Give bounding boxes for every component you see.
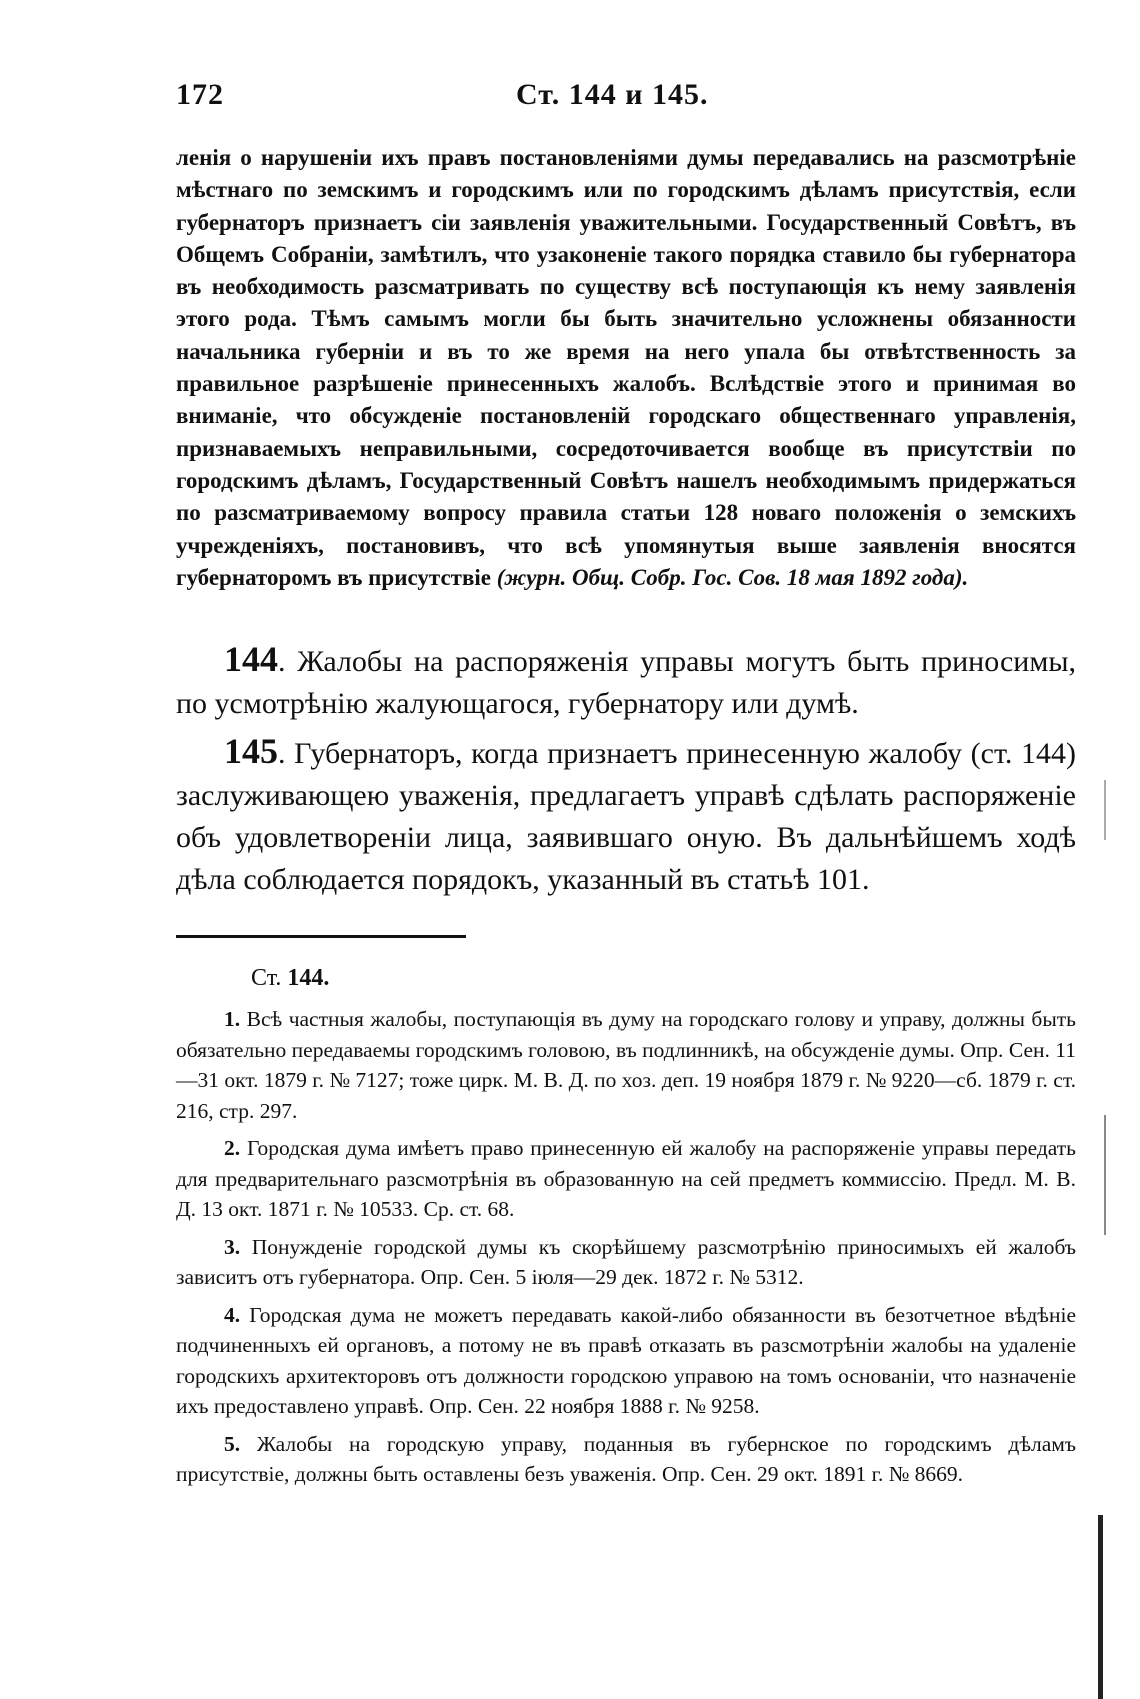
note-text: Городская дума не можетъ передавать какой-либо обязанности въ безотчетное вѣдѣніе подчиненныхъ ей органовъ, а потому не въ правѣ отказать въ разсмотрѣніи жалобы на удаленіе городскихъ архитекторовъ отъ должности городскою управою на томъ основаніи, что назначеніе ихъ предоставлено управѣ. Опр. Сен. 22 ноября 1888 г. № 9258. bbox=[176, 1302, 1076, 1418]
scan-edge-mark bbox=[1104, 1115, 1106, 1235]
note-item bbox=[176, 1133, 1076, 1225]
notes-heading-prefix: Ст. bbox=[251, 965, 282, 991]
page-number: 172 bbox=[176, 78, 224, 111]
scan-edge-mark bbox=[1104, 780, 1106, 840]
notes-list bbox=[176, 1004, 1076, 1497]
page-header bbox=[176, 78, 1076, 118]
intro-paragraph bbox=[176, 142, 1076, 594]
running-title: Ст. 144 и 145. bbox=[516, 78, 709, 111]
note-text: Всѣ частныя жалобы, поступающія въ думу на городскаго голову и управу, должны быть обязательно передаваемы городскимъ головою, въ подлинникѣ, на обсужденіе думы. Опр. Сен. 11—31 окт. 1879 г. № 7127; тоже цирк. М. В. Д. по хоз. деп. 19 ноября 1879 г. № 9220—сб. 1879 г. ст. 216, стр. 297. bbox=[176, 1007, 1076, 1123]
article-144 bbox=[176, 638, 1076, 725]
note-item bbox=[176, 1300, 1076, 1422]
scan-edge-mark bbox=[1098, 1515, 1103, 1699]
note-number: 4. bbox=[224, 1302, 241, 1327]
note-number: 5. bbox=[224, 1431, 241, 1456]
note-text: Жалобы на городскую управу, поданныя въ губернское по городскимъ дѣламъ присутствіе, должны быть оставлены безъ уваженія. Опр. Сен. 29 окт. 1891 г. № 8669. bbox=[176, 1431, 1076, 1486]
notes-heading-number: 144. bbox=[287, 965, 330, 991]
note-number: 3. bbox=[224, 1234, 241, 1259]
note-number: 2. bbox=[224, 1136, 241, 1160]
article-text: . Жалобы на распоряженія управы могутъ быть приносимы, по усмотрѣнію жалующагося, губернатору или думѣ. bbox=[176, 645, 1076, 720]
note-item bbox=[176, 1232, 1076, 1293]
article-number: 145 bbox=[224, 731, 278, 771]
note-item bbox=[176, 1004, 1076, 1126]
notes-heading bbox=[251, 965, 329, 992]
note-item bbox=[176, 1429, 1076, 1490]
note-number: 1. bbox=[224, 1007, 241, 1031]
article-text: . Губернаторъ, когда признаетъ принесенную жалобу (ст. 144) заслуживающею уваженія, предлагаетъ управѣ сдѣлать распоряженіе объ удовлетвореніи лица, заявившаго оную. Въ дальнѣйшемъ ходѣ дѣла соблюдается порядокъ, указанный въ статьѣ 101. bbox=[176, 737, 1076, 896]
article-145 bbox=[176, 730, 1076, 901]
intro-text: ленія о нарушеніи ихъ правъ постановленіями думы передавались на разсмотрѣніе мѣстнаго по земскимъ и городскимъ или по городскимъ дѣламъ присутствія, если губернаторъ признаетъ сіи заявленія уважительными. Государственный Совѣтъ, въ Общемъ Собраніи, замѣтилъ, что узаконеніе такого порядка ставило бы губернатора въ необходимость разсматривать по существу всѣ поступающія къ нему заявленія этого рода. Тѣмъ самымъ могли бы быть значительно усложнены обязанности начальника губерніи и въ то же время на него упала бы отвѣтственность за правильное разрѣшеніе принесенныхъ жалобъ. Вслѣдствіе этого и принимая во вниманіе, что обсужденіе постановленій городскаго общественнаго управленія, признаваемыхъ неправильными, сосредоточивается вообще въ присутствіи по городскимъ дѣламъ, Государственный Совѣтъ нашелъ необходимымъ придержаться по разсматриваемому вопросу правила статьи 128 новаго положенія о земскихъ учрежденіяхъ, постановивъ, что всѣ упомянутыя выше заявленія вносятся губернаторомъ въ присутствіе bbox=[176, 145, 1076, 590]
intro-citation: (журн. Общ. Собр. Гос. Сов. 18 мая 1892 года). bbox=[496, 564, 969, 590]
article-number: 144 bbox=[224, 639, 278, 679]
note-text: Городская дума имѣетъ право принесенную ей жалобу на распоряженіе управы передать для предварительнаго разсмотрѣнія въ образованную на сей предметъ коммиссію. Предл. М. В. Д. 13 окт. 1871 г. № 10533. Ср. ст. 68. bbox=[176, 1136, 1076, 1221]
note-text: Понужденіе городской думы къ скорѣйшему разсмотрѣнію приносимыхъ ей жалобъ зависитъ отъ губернатора. Опр. Сен. 5 іюля—29 дек. 1872 г. № 5312. bbox=[176, 1234, 1076, 1289]
footnote-divider bbox=[176, 935, 466, 938]
